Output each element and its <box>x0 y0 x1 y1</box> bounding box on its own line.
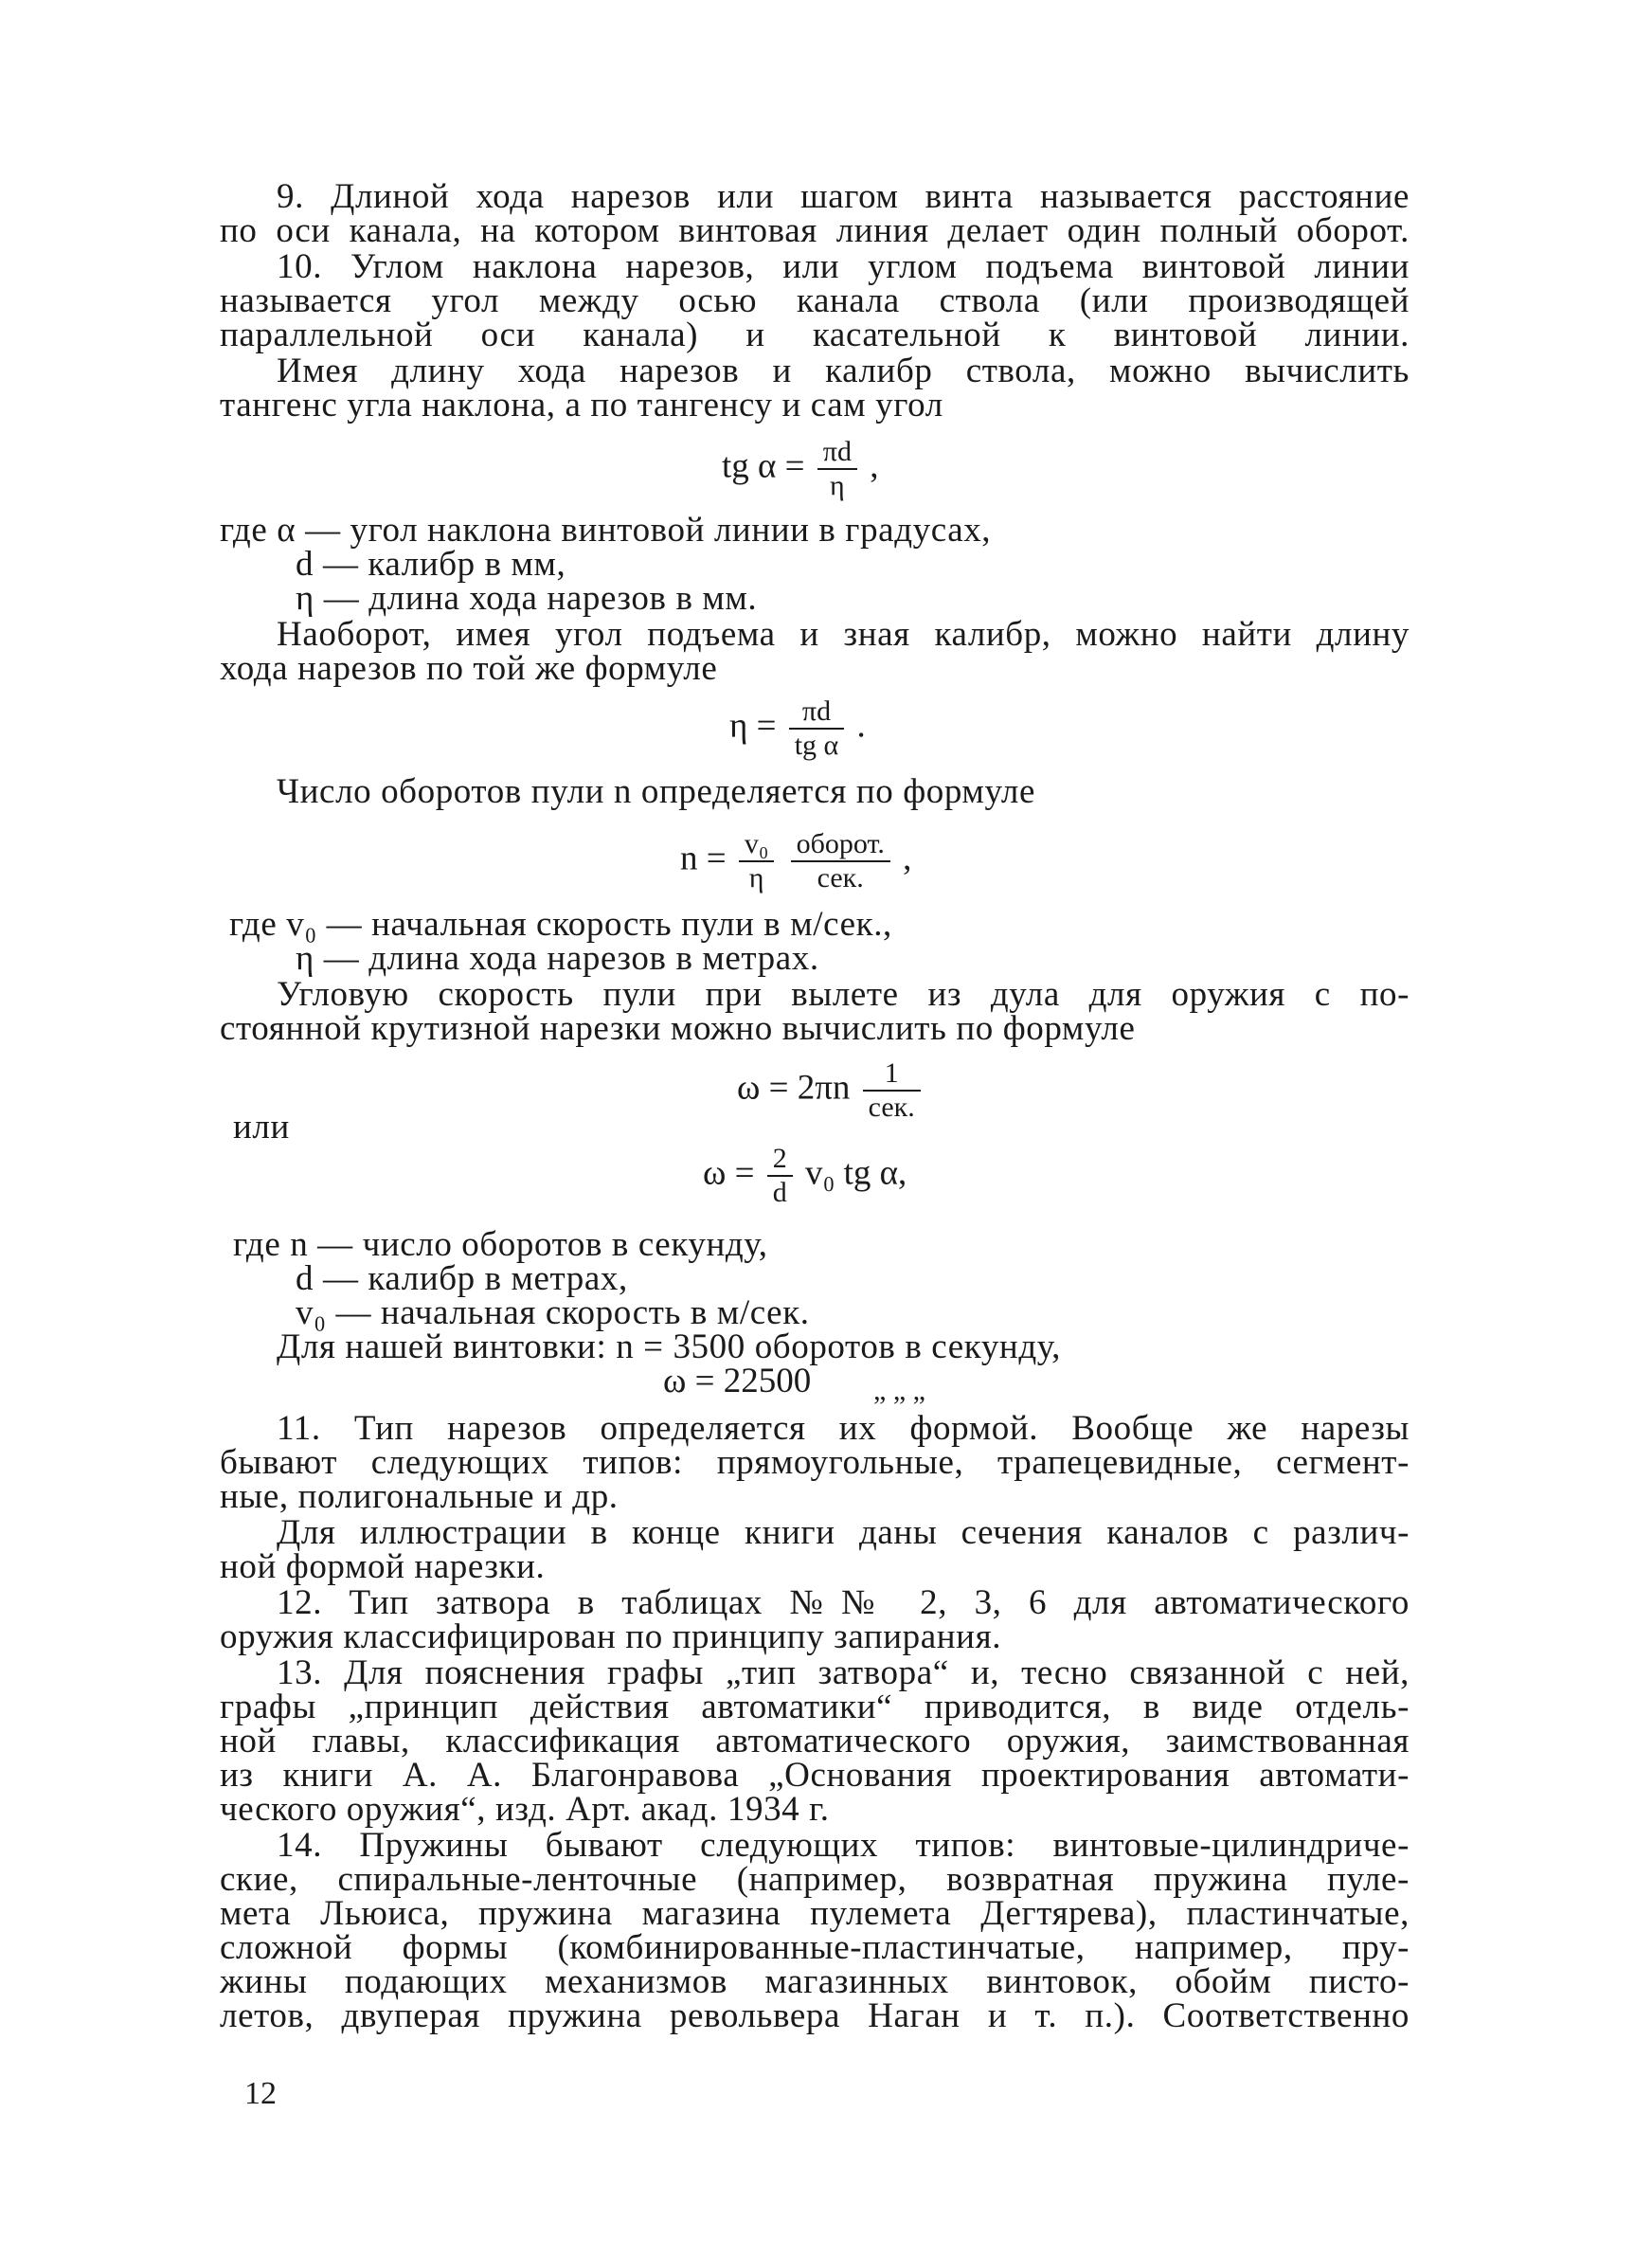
formula-punct: . <box>856 706 866 746</box>
text-line: Наоборот, имея угол подъема и зная калибр, можно найти длину <box>277 615 1410 654</box>
formula-tangent <box>722 436 878 502</box>
text-line: тангенс угла наклона, а по тангенсу и сам угол <box>220 386 943 424</box>
text-line: ческого оружия“, изд. Арт. акад. 1934 г. <box>220 1790 830 1829</box>
numerator: v₀ <box>739 828 774 862</box>
formula-lhs: ω = 2πn <box>737 1068 851 1108</box>
text-line: d — калибр в мм, <box>296 545 566 584</box>
text-line: Для нашей винтовки: n = 3500 оборотов в секунду, <box>277 1327 1061 1366</box>
fraction <box>791 828 890 894</box>
text-line: называется угол между осью канала ствола (или производящей <box>220 281 1410 320</box>
formula-revolutions <box>680 828 911 894</box>
text-line: 11. Тип нарезов определяется их формой. Вообще же нарезы <box>277 1409 1410 1448</box>
page-number: 12 <box>244 2076 277 2111</box>
text-line: где α — угол наклона винтовой линии в градусах, <box>220 511 992 550</box>
text-line: хода нарезов по той же формуле <box>220 649 718 688</box>
ditto-marks: „ „ „ <box>873 1375 925 1406</box>
text-line: 10. Углом наклона нарезов, или углом подъема винтовой линии <box>277 247 1410 286</box>
text-line: Для иллюстрации в конце книги даны сечения каналов с различ- <box>277 1513 1410 1552</box>
denominator: η <box>830 470 845 501</box>
text-line: параллельной оси канала) и касательной к винтовой линии. <box>220 316 1410 354</box>
text-line: по оси канала, на котором винтовая линия делает один полный оборот. <box>220 211 1410 250</box>
text-line: оружия классифицирован по принципу запирания. <box>220 1617 1002 1656</box>
numerator: 1 <box>863 1057 921 1092</box>
text-line: стоянной крутизной нарезки можно вычислить по формуле <box>220 1009 1136 1048</box>
fraction <box>817 436 857 502</box>
formula-lhs: tg α = <box>722 446 805 486</box>
denominator: сек. <box>817 862 864 894</box>
text-line: или <box>233 1108 290 1147</box>
formula-lhs: η = <box>729 706 777 746</box>
text-line: Угловую скорость пули при вылете из дула для оружия с по- <box>277 975 1410 1014</box>
text-line: ной главы, классификация автоматического оружия, заимствованная <box>220 1722 1410 1760</box>
omega-value: ω = 22500 <box>663 1362 812 1400</box>
denominator: d <box>772 1177 787 1208</box>
numerator: πd <box>789 695 845 730</box>
fraction <box>789 695 845 762</box>
text-line: где v₀ — начальная скорость пули в м/сек., <box>229 905 892 944</box>
text-line: ной формой нарезки. <box>220 1547 546 1586</box>
text-line: сложной формы (комбинированные-пластинчатые, например, пру- <box>220 1928 1410 1967</box>
numerator: 2 <box>767 1143 793 1177</box>
text-line: Имея длину хода нарезов и калибр ствола, можно вычислить <box>277 352 1410 390</box>
text-line: 13. Для пояснения графы „тип затвора“ и, тесно связанной с ней, <box>277 1653 1410 1692</box>
text-line: ские, спиральные-ленточные (например, возвратная пружина пуле- <box>220 1860 1410 1899</box>
formula-angular-speed-2 <box>703 1143 907 1209</box>
text-line: жины подающих механизмов магазинных винтовок, обойм писто- <box>220 1962 1410 2001</box>
text-line: d — калибр в метрах, <box>296 1259 628 1298</box>
formula-lhs: ω = <box>703 1153 755 1193</box>
text-line: где n — число оборотов в секунду, <box>233 1225 768 1264</box>
fraction <box>739 828 774 894</box>
numerator: оборот. <box>791 828 890 862</box>
text-line: летов, двуперая пружина револьвера Наган и т. п.). Соответственно <box>220 1996 1410 2035</box>
formula-pitch <box>729 695 866 762</box>
fraction <box>767 1143 793 1209</box>
denominator: сек. <box>868 1092 915 1123</box>
formula-punct: , <box>870 446 879 486</box>
text-line: графы „принцип действия автоматики“ приводится, в виде отдель- <box>220 1688 1410 1726</box>
formula-rhs: v₀ tg α, <box>804 1153 907 1193</box>
text-line: 14. Пружины бывают следующих типов: винтовые-цилиндриче- <box>277 1826 1410 1865</box>
text-line: из книги А. А. Благонравова „Основания проектирования автомати- <box>220 1756 1410 1795</box>
text-line: η — длина хода нарезов в метрах. <box>296 939 819 978</box>
text-line: 9. Длиной хода нарезов или шагом винта называется расстояние <box>277 177 1410 216</box>
text-line: бывают следующих типов: прямоугольные, трапецевидные, сегмент- <box>220 1443 1410 1482</box>
text-line: v₀ — начальная скорость в м/сек. <box>296 1293 810 1332</box>
text-line: 12. Тип затвора в таблицах №№ 2, 3, 6 для автоматического <box>277 1583 1410 1622</box>
denominator: tg α <box>794 730 839 761</box>
formula-lhs: n = <box>680 839 727 878</box>
denominator: η <box>748 862 764 894</box>
text-line: Число оборотов пули n определяется по формуле <box>277 772 1036 811</box>
formula-punct: , <box>903 839 912 878</box>
text-line: мета Льюиса, пружина магазина пулемета Дегтярева), пластинчатые, <box>220 1894 1410 1933</box>
numerator: πd <box>817 436 857 470</box>
text-line: ные, полигональные и др. <box>220 1477 619 1516</box>
text-line: η — длина хода нарезов в мм. <box>296 579 758 618</box>
